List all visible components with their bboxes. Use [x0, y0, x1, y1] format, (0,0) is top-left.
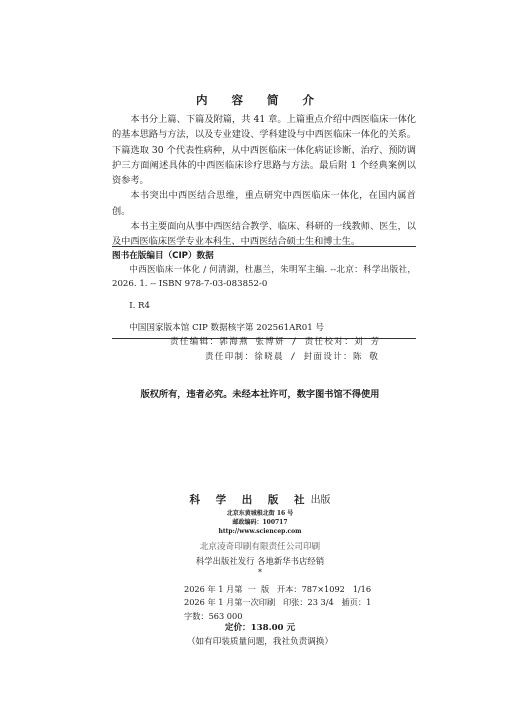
- publisher-line: [0, 492, 520, 509]
- summary-paragraph: 本书分上篇、下篇及附篇，共 41 章。上篇重点介绍中西医临床一体化的基本思路与方法，以及专业建设、学科建设与中西医临床一体化的关系。下篇选取 30 个代表性病种，从中西医临床一体化病证诊断、治疗、预防调护三方面阐述具体的中西医临床诊疗思路与方法。最后附 1 个经典案例以资参考。: [112, 114, 416, 187]
- cip-entry: 中西医临床一体化 / 何清湖，杜惠兰，朱明军主编. --北京：科学出版社，2026. 1. -- ISBN 978-7-03-083852-0: [112, 265, 416, 289]
- summary-title: 内 容 简 介: [195, 93, 324, 107]
- cip-classification: Ⅰ. R4: [129, 301, 150, 311]
- publisher-imprint: [0, 492, 520, 578]
- summary-paragraph: 本书突出中西医结合思维，重点研究中西医临床一体化，在国内属首创。: [112, 190, 416, 217]
- summary-paragraph: 本书主要面向从事中西医结合教学、临床、科研的一线教师、医生，以及中西医临床医学专业本科生、中西医结合硕士生和博士生。: [112, 221, 416, 248]
- word-count-line: 字数：563 000: [184, 610, 243, 621]
- distribution-line: 科学出版社发行 各地新华书店经销: [195, 556, 325, 566]
- cip-data-block: [112, 246, 416, 339]
- price-line: 定价：138.00 元: [224, 623, 296, 633]
- price-block: [0, 621, 520, 649]
- publisher-name: 科 学 出 版 社: [189, 494, 311, 506]
- publisher-postcode: 邮政编码：100717: [232, 519, 288, 526]
- rights-notice: 版权所有，违者必究。未经本社许可，数字图书馆不得使用: [140, 389, 380, 400]
- publisher-address: 北京东黄城根北街 16 号: [226, 510, 294, 517]
- editor-credits: [0, 334, 520, 364]
- cip-verification-number: 中国国家版本馆 CIP 数据核字第 202561AR01 号: [129, 323, 325, 333]
- editor-credit-line: 责任编辑：郭海燕 张博妍 / 责任校对：刘 芳: [170, 336, 381, 346]
- publisher-suffix: 出版: [310, 495, 331, 506]
- edition-details: [184, 583, 384, 623]
- printing-line: 2026 年 1 月第一次印刷 印张：23 3/4 插页：1: [184, 597, 372, 608]
- summary-section: [112, 112, 416, 250]
- cip-heading: 图书在版编目（CIP）数据: [112, 251, 214, 261]
- separator-star: *: [258, 568, 262, 577]
- edition-line: 2026 年 1 月第 一 版 开本：787×1092 1/16: [184, 584, 372, 594]
- publisher-website: http://www.sciencep.com: [218, 528, 302, 535]
- printer-line: 北京凌奇印刷有限责任公司印刷: [199, 542, 321, 552]
- quality-note: （如有印装质量问题，我社负责调换）: [186, 637, 334, 647]
- production-credit-line: 责任印制：徐晓晨 / 封面设计：陈 敬: [205, 351, 380, 361]
